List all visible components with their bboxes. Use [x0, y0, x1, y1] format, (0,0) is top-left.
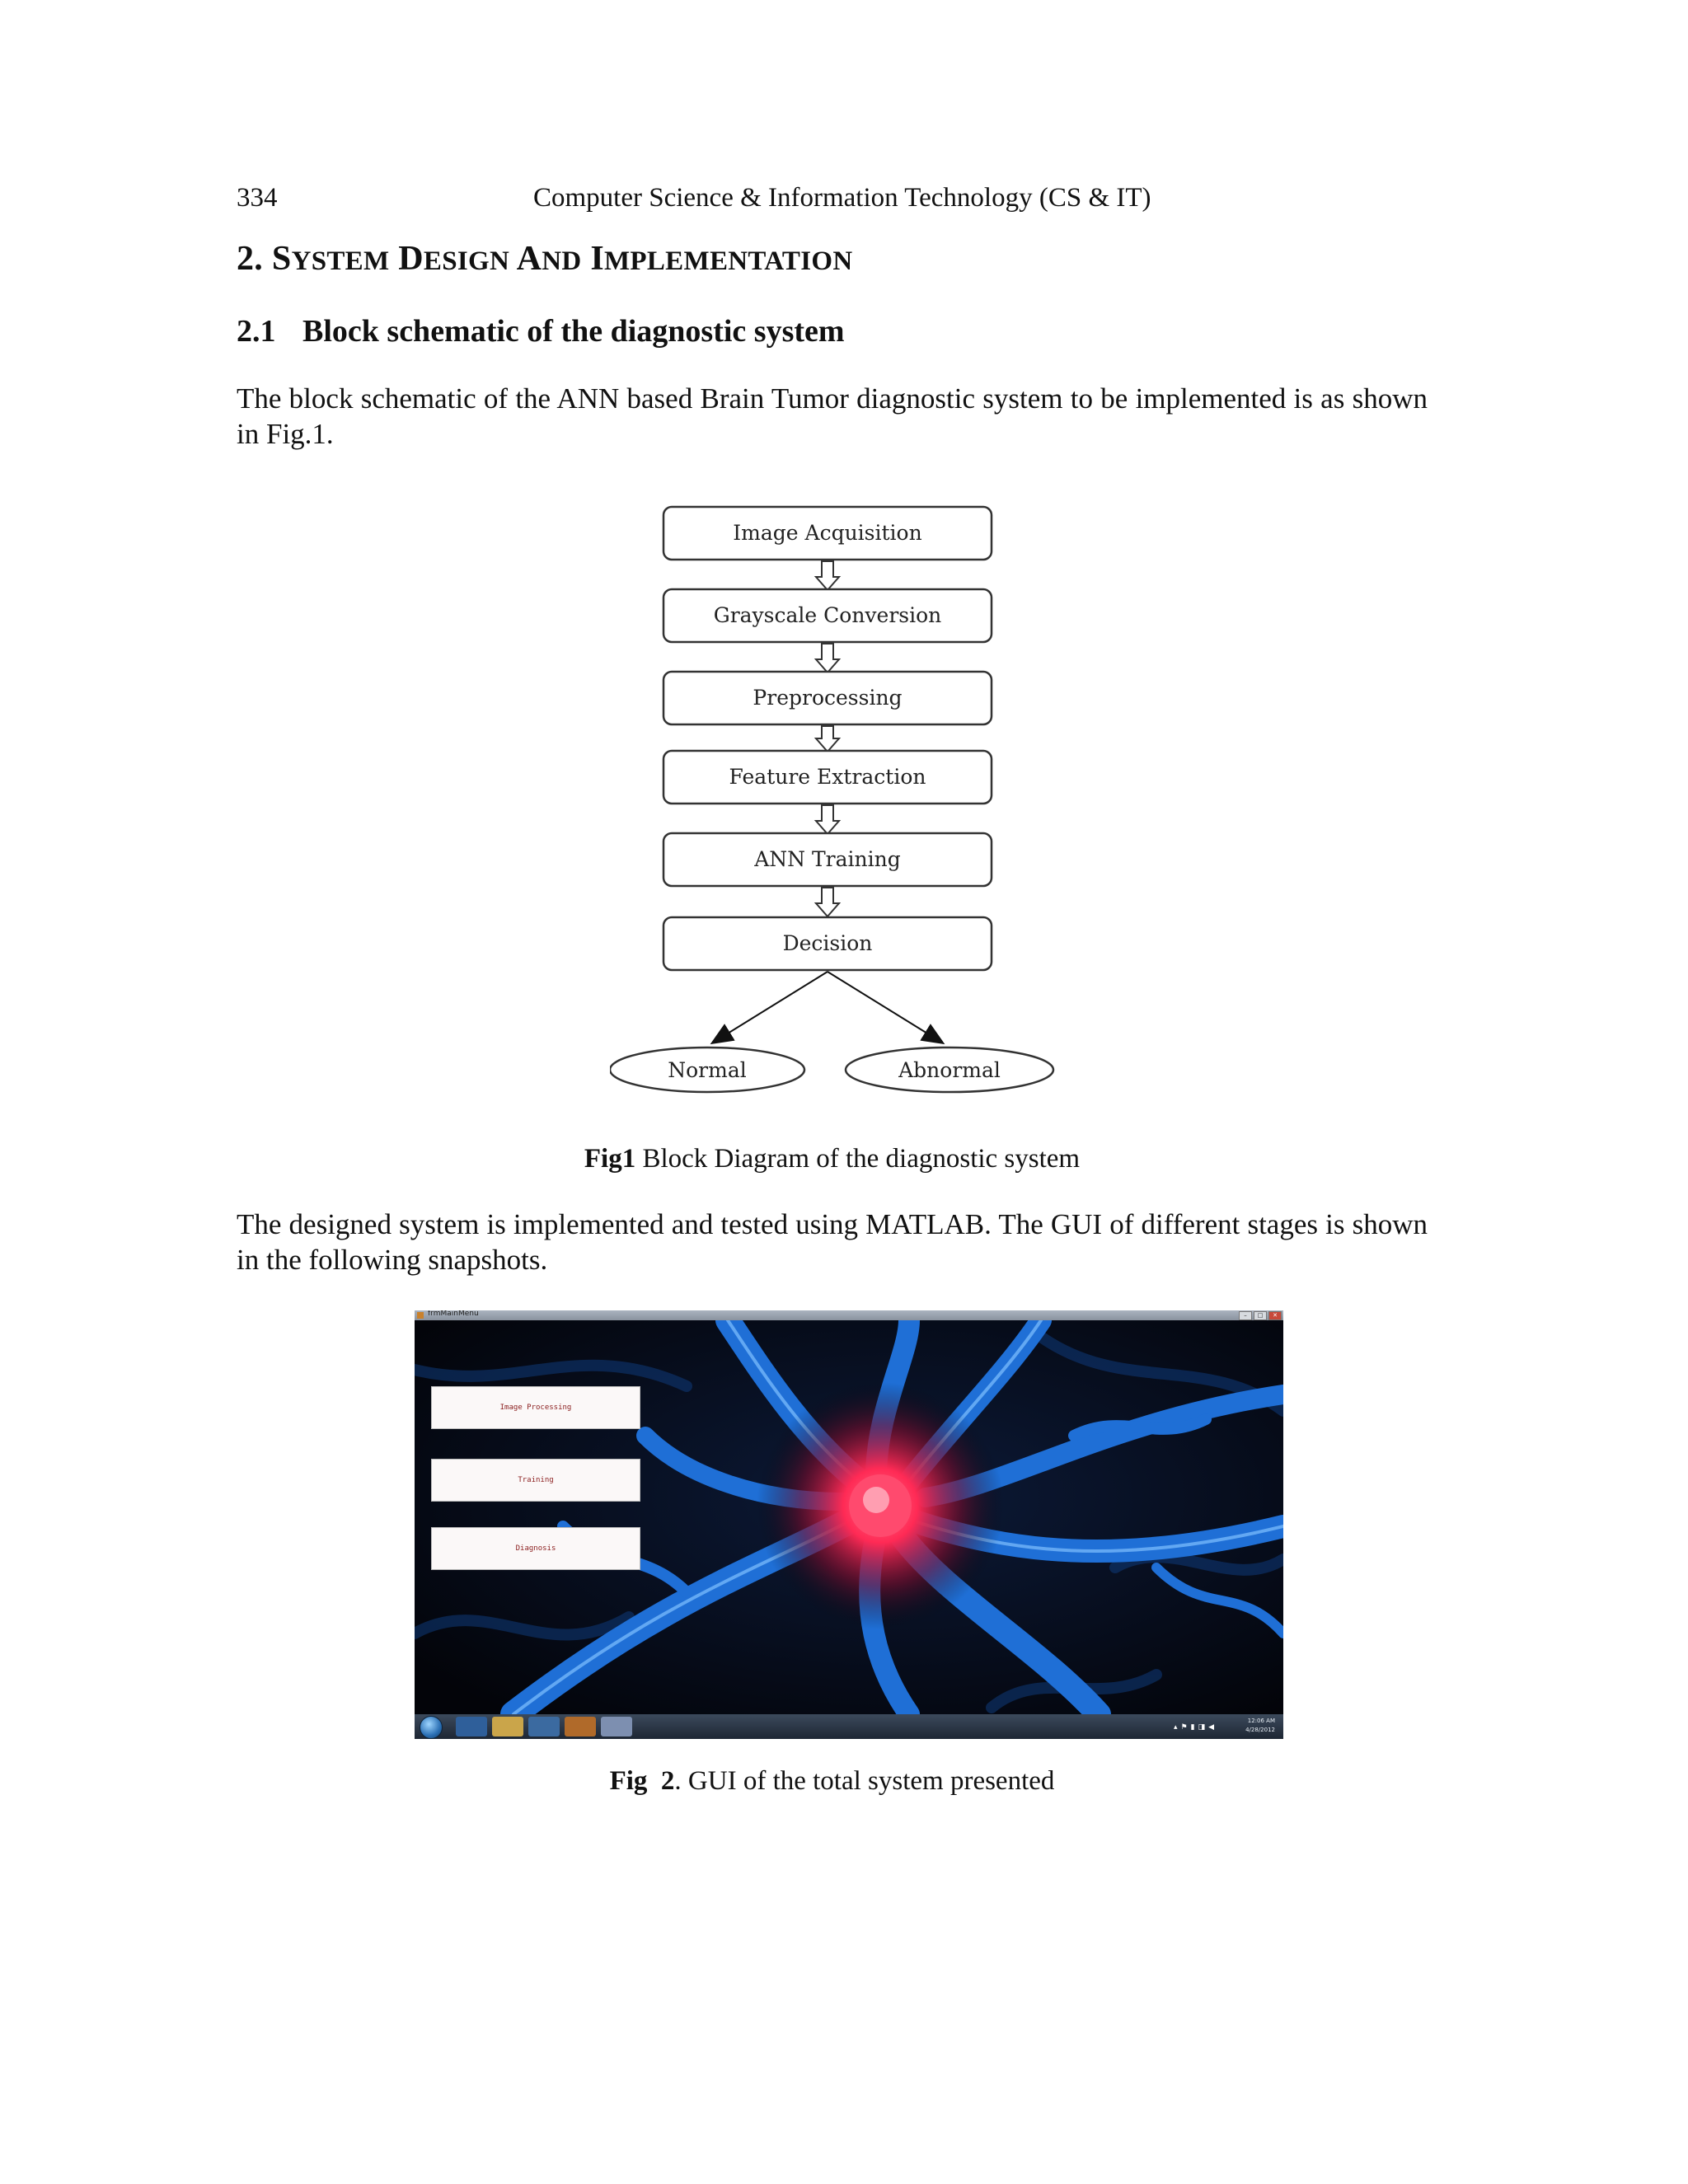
start-button-icon[interactable] — [420, 1716, 443, 1739]
active-window-taskbar-icon[interactable] — [601, 1717, 632, 1736]
section-word-3-rest: ND — [542, 246, 582, 276]
body-paragraph-2: The designed system is implemented and tested using MATLAB. The GUI of different stages is shown in the following snapshots. — [237, 1208, 1428, 1276]
down-arrow — [816, 726, 839, 752]
journal-title: Computer Science & Information Technology (CS & IT) — [533, 183, 1151, 213]
outcome-label: Abnormal — [898, 1058, 1001, 1082]
down-arrow — [816, 888, 839, 916]
minimize-icon[interactable]: – — [1239, 1311, 1252, 1320]
figure-2-caption — [237, 1766, 1428, 1797]
system-tray-icons[interactable]: ▴⚑▮◨◀ — [1174, 1723, 1217, 1732]
section-word-1-initial: S — [271, 240, 292, 278]
media-player-icon[interactable] — [528, 1717, 560, 1736]
section-word-2-initial: D — [398, 240, 424, 278]
block-label: ANN Training — [754, 847, 901, 871]
neuron-illustration — [415, 1320, 1283, 1714]
figure-2-gui-screenshot — [415, 1310, 1283, 1739]
internet-explorer-icon[interactable] — [456, 1717, 487, 1736]
training-button[interactable]: Training — [431, 1459, 640, 1502]
figure-1-caption — [237, 1144, 1428, 1174]
branch-arrow-abnormal — [828, 972, 942, 1043]
block-label: Feature Extraction — [729, 765, 926, 789]
window-title: frmMainMenu — [428, 1310, 479, 1318]
figure-2-label: Fig 2 — [609, 1766, 675, 1796]
block-diagram-svg — [610, 499, 1071, 1100]
section-word-3-initial: A — [516, 240, 542, 278]
branch-arrow-normal — [713, 972, 828, 1043]
section-word-1-rest: YSTEM — [291, 246, 390, 276]
page-number: 334 — [237, 183, 278, 213]
image-processing-button[interactable]: Image Processing — [431, 1386, 640, 1429]
clock-time: 12:06 AM — [1247, 1718, 1275, 1724]
block-label: Decision — [782, 931, 873, 955]
outcome-label: Normal — [668, 1058, 747, 1082]
figure-1-caption-text: Block Diagram of the diagnostic system — [635, 1144, 1081, 1174]
running-head — [237, 183, 1451, 219]
section-word-4-initial: I — [590, 240, 604, 278]
matlab-taskbar-icon[interactable] — [565, 1717, 596, 1736]
clock-date: 4/28/2012 — [1245, 1727, 1275, 1733]
close-icon[interactable]: ✕ — [1268, 1311, 1282, 1320]
down-arrow — [816, 561, 839, 590]
figure-1-label: Fig1 — [584, 1144, 636, 1174]
subsection-text: Block schematic of the diagnostic system — [302, 314, 845, 349]
figure-2-caption-text: . GUI of the total system presented — [674, 1766, 1055, 1796]
section-number: 2. — [237, 240, 272, 278]
block-label: Grayscale Conversion — [713, 603, 942, 627]
subsection-title — [237, 313, 845, 349]
system-clock[interactable] — [1245, 1717, 1275, 1735]
block-label: Preprocessing — [753, 686, 903, 710]
subsection-number: 2.1 — [237, 314, 276, 349]
section-title — [237, 239, 852, 279]
window-titlebar — [415, 1310, 1283, 1320]
neuron-background-image — [415, 1320, 1283, 1714]
down-arrow — [816, 644, 839, 673]
down-arrow — [816, 805, 839, 834]
block-label: Image Acquisition — [733, 521, 922, 545]
figure-1-block-diagram — [610, 499, 1071, 1100]
diagnosis-button[interactable]: Diagnosis — [431, 1527, 640, 1570]
maximize-icon[interactable]: □ — [1254, 1311, 1267, 1320]
matlab-app-icon — [417, 1312, 424, 1319]
body-paragraph-1: The block schematic of the ANN based Brain Tumor diagnostic system to be implemented is as shown in Fig.1. — [237, 382, 1428, 450]
section-word-2-rest: ESIGN — [423, 246, 510, 276]
window-controls — [1239, 1311, 1282, 1320]
section-word-4-rest: MPLEMENTATION — [603, 246, 853, 276]
windows-taskbar — [415, 1714, 1283, 1739]
file-explorer-icon[interactable] — [492, 1717, 523, 1736]
